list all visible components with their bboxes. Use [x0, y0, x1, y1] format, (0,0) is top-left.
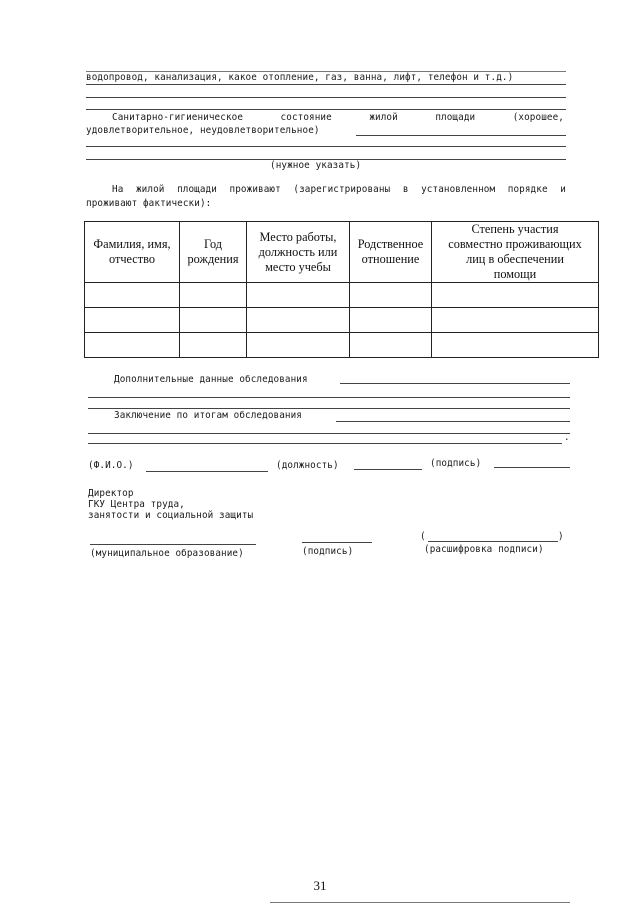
- table-header-row: [85, 222, 599, 283]
- signature-fill-line[interactable]: [494, 467, 570, 468]
- table-cell[interactable]: [432, 308, 599, 333]
- header-workplace: Место работы, должность или место учебы: [247, 222, 350, 283]
- residents-word: жилой: [135, 184, 165, 195]
- residents-word: порядке: [507, 184, 548, 195]
- residents-line-2: проживают фактически):: [86, 198, 212, 209]
- conclusion-period: .: [564, 432, 570, 443]
- fill-line[interactable]: [88, 443, 562, 444]
- residents-word: (зарегистрированы: [293, 184, 391, 195]
- table-row: [85, 333, 599, 358]
- municipal-fill-line[interactable]: [90, 544, 256, 545]
- sanitary-word: Санитарно-гигиеническое: [112, 112, 244, 123]
- page-number: 31: [313, 878, 327, 893]
- residents-word: На: [112, 184, 124, 195]
- residents-word: установленном: [421, 184, 496, 195]
- decoding-fill-line[interactable]: [428, 541, 558, 542]
- table-cell[interactable]: [85, 308, 180, 333]
- fill-line[interactable]: [86, 97, 566, 98]
- table-cell[interactable]: [85, 283, 180, 308]
- header-participation: Степень участия совместно проживающих лиц в обеспечении помощи: [432, 222, 599, 283]
- residents-word: в: [402, 184, 409, 195]
- utilities-text: водопровод, канализация, какое отопление, газ, ванна, лифт, телефон и т.д.): [86, 72, 514, 83]
- conclusion-label: Заключение по итогам обследования: [114, 410, 303, 421]
- header-birth-year: Год рождения: [180, 222, 247, 283]
- sanitary-word: состояние: [280, 112, 332, 123]
- director-org: ГКУ Центра труда,: [88, 499, 185, 510]
- decoding-label: (расшифровка подписи): [424, 544, 544, 555]
- director-title: Директор: [88, 488, 134, 499]
- bottom-signature-label: (подпись): [302, 546, 354, 557]
- fill-line[interactable]: [88, 433, 570, 434]
- sanitary-word: жилой: [369, 112, 398, 123]
- table-cell[interactable]: [432, 283, 599, 308]
- table-cell[interactable]: [247, 308, 350, 333]
- municipal-label: (муниципальное образование): [90, 548, 244, 559]
- bottom-signature-fill-line[interactable]: [302, 542, 372, 543]
- table-row: [85, 308, 599, 333]
- residents-table: [84, 221, 599, 358]
- table-cell[interactable]: [180, 308, 247, 333]
- table-cell[interactable]: [432, 333, 599, 358]
- position-label: (должность): [276, 460, 339, 471]
- position-fill-line[interactable]: [354, 469, 422, 470]
- sanitary-word: площади: [435, 112, 476, 123]
- residents-word: площади: [177, 184, 217, 195]
- signature-label: (подпись): [430, 458, 482, 469]
- fio-label: (Ф.И.О.): [88, 460, 134, 471]
- table-cell[interactable]: [350, 283, 432, 308]
- sanitary-fill-line[interactable]: [356, 135, 566, 136]
- header-full-name: Фамилия, имя, отчество: [85, 222, 180, 283]
- director-org-cont: занятости и социальной защиты: [88, 510, 254, 521]
- sanitary-word: (хорошее,: [512, 112, 564, 123]
- table-cell[interactable]: [247, 333, 350, 358]
- table-cell[interactable]: [180, 283, 247, 308]
- sanitary-note: (нужное указать): [270, 160, 362, 171]
- conclusion-fill-line[interactable]: [336, 421, 570, 422]
- sanitary-line-1: [112, 112, 564, 123]
- residents-line-1: [112, 184, 566, 195]
- decoding-close-paren: ): [558, 531, 564, 542]
- residents-word: проживают: [229, 184, 281, 195]
- bottom-edge-rule: [270, 902, 570, 903]
- table-cell[interactable]: [85, 333, 180, 358]
- header-relationship: Родственное отношение: [350, 222, 432, 283]
- table-cell[interactable]: [350, 308, 432, 333]
- utilities-underline: [86, 84, 566, 85]
- table-row: [85, 283, 599, 308]
- additional-label: Дополнительные данные обследования: [114, 374, 308, 385]
- sanitary-line-2: удовлетворительное, неудовлетворительное): [86, 125, 320, 136]
- fill-line[interactable]: [88, 408, 570, 409]
- additional-fill-line[interactable]: [340, 383, 570, 384]
- table-cell[interactable]: [350, 333, 432, 358]
- fio-fill-line[interactable]: [146, 471, 268, 472]
- residents-word: и: [560, 184, 566, 195]
- table-cell[interactable]: [247, 283, 350, 308]
- decoding-open-paren: (: [420, 531, 426, 542]
- table-cell[interactable]: [180, 333, 247, 358]
- fill-line[interactable]: [86, 109, 566, 110]
- fill-line[interactable]: [86, 146, 566, 147]
- fill-line[interactable]: [88, 397, 570, 398]
